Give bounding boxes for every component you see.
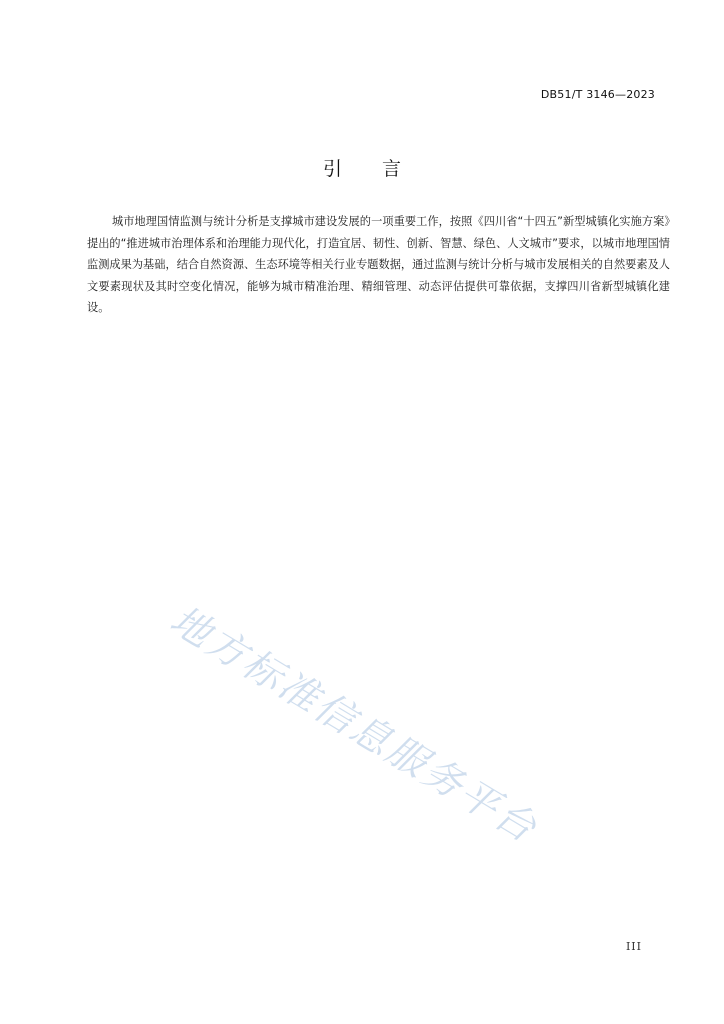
page-number: III [625,940,642,953]
introduction-paragraph: 城市地理国情监测与统计分析是支撑城市建设发展的一项重要工作，按照《四川省“十四五”新型城镇化实施方案》提出的“推进城市治理体系和治理能力现代化，打造宜居、韧性、创新、智慧、绿色、人文城市”要求，以城市地理国情监测成果为基础，结合自然资源、生态环境等相关行业专题数据，通过监测与统计分析与城市发展相关的自然要素及人文要素现状及其时空变化情况，能够为城市精准治理、精细管理、动态评估提供可靠依据，支撑四川省新型城镇化建设。 [87,215,670,315]
section-title: 引言 [322,158,441,180]
document-code: DB51/T 3146—2023 [540,88,655,101]
watermark-text: 地方标准信息服务平台 [162,597,546,853]
